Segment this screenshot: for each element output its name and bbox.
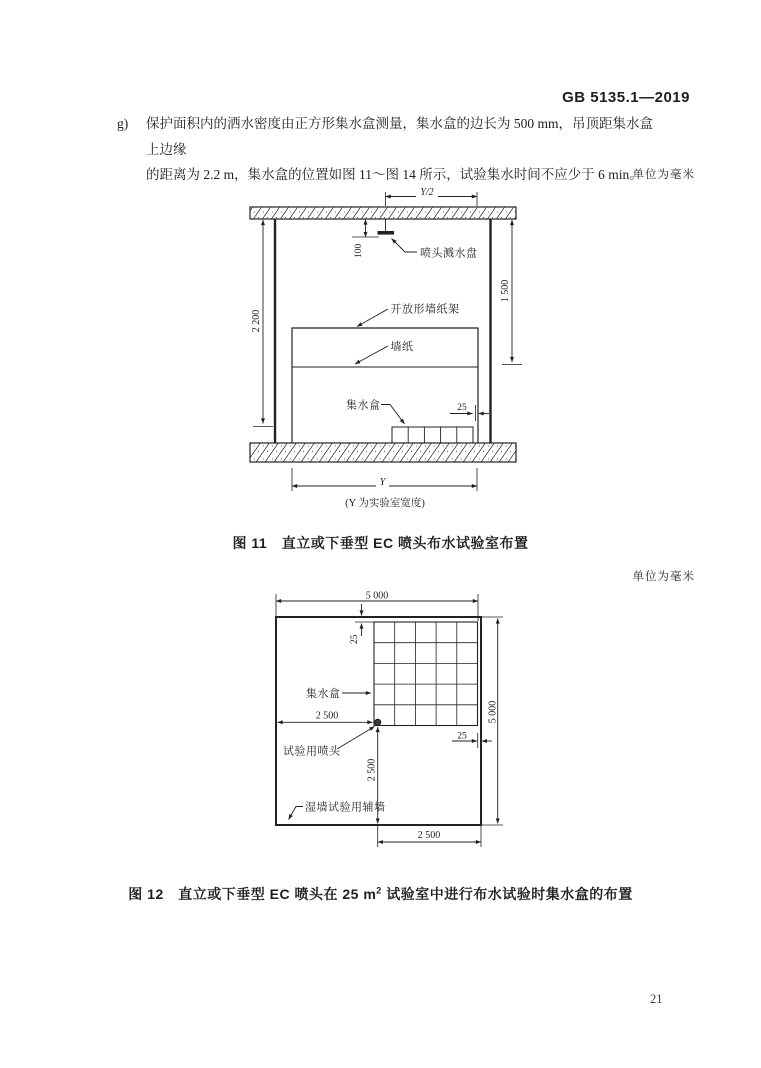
dim-label-y: Y — [379, 477, 386, 488]
standard-number: GB 5135.1—2019 — [562, 89, 690, 106]
list-marker-g: g) — [117, 116, 129, 131]
figure-12-drawing — [255, 585, 530, 860]
dim-label-y-half: Y/2 — [420, 187, 434, 198]
sprinkler-drop-and-deflector — [378, 219, 395, 235]
figure-12-caption-sup: 2 — [376, 885, 382, 896]
sprinkler-label-text: 试验用喷头 — [283, 745, 341, 758]
dim-label-1500: 1 500 — [500, 279, 511, 303]
collection-box-grid — [374, 622, 478, 726]
paragraph-g — [117, 111, 662, 188]
dimension-y — [292, 468, 477, 509]
figure-11-caption: 图 11 直立或下垂型 EC 喷头布水试验室布置 — [232, 535, 529, 551]
aux-wall-label — [289, 800, 386, 820]
unit-note-2: 单位为毫米 — [632, 571, 695, 583]
dim-label-2500-bottom: 2 500 — [417, 830, 441, 841]
collection-box-row — [392, 427, 473, 443]
dim-label-2500-left: 2 500 — [315, 710, 339, 722]
rack-label — [357, 302, 460, 327]
dim-label-100: 100 — [354, 243, 364, 258]
dimension-y-half — [386, 186, 478, 206]
floor-slab — [250, 443, 516, 462]
deflector-label — [392, 239, 478, 260]
sprinkler-label — [283, 727, 375, 758]
figure-12-caption — [0, 884, 761, 904]
dimension-5000-right — [482, 617, 503, 825]
aux-wall-label-text: 湿墙试验用辅墙 — [305, 801, 386, 814]
dimension-2500-bottom — [378, 826, 481, 847]
paragraph-line-2: 的距离为 2.2 m，集水盒的位置如图 11～图 14 所示，试验集水时间不应少于 6 min。 — [146, 167, 643, 182]
dimension-2500-left — [278, 711, 373, 723]
collection-box-label — [346, 398, 405, 425]
figure-12-caption-prefix: 图 12 直立或下垂型 EC 喷头在 25 m — [128, 886, 377, 902]
dimension-25 — [450, 403, 489, 421]
page-number: 21 — [650, 992, 663, 1006]
dimension-100 — [352, 220, 379, 259]
wallpaper-rack-outline — [292, 328, 478, 443]
figure-12-caption-suffix: 试验室中进行布水试验时集水盒的布置 — [381, 886, 633, 902]
dim-label-2200: 2 200 — [251, 309, 262, 333]
dimension-25-top — [350, 604, 374, 644]
y-note-text: (Y 为实验室宽度) — [345, 498, 425, 509]
figure-11-drawing — [240, 183, 530, 515]
deflector-label-text: 喷头溅水盘 — [420, 247, 478, 260]
sprinkler-symbol — [375, 719, 381, 725]
dim-label-5000-right: 5 000 — [487, 700, 499, 724]
dim-label-25-right: 25 — [457, 731, 467, 742]
dim-label-5000-top: 5 000 — [365, 590, 389, 602]
wallpaper-label-text: 墙纸 — [390, 341, 414, 353]
paragraph-line-1: 保护面积内的洒水密度由正方形集水盒测量，集水盒的边长为 500 mm，吊顶距集水盒上边缘 — [146, 116, 654, 157]
dimension-2200 — [251, 220, 273, 427]
wallpaper-label — [355, 339, 414, 364]
collection-box-label-12 — [306, 686, 371, 700]
dim-label-2500-mid: 2 500 — [366, 758, 378, 782]
dim-label-25: 25 — [457, 403, 467, 413]
collection-box-label-12-text: 集水盒 — [306, 688, 341, 700]
rack-label-text: 开放形墙纸架 — [390, 303, 460, 316]
dim-label-25-top: 25 — [350, 634, 360, 644]
collection-box-label-text: 集水盒 — [346, 399, 381, 412]
unit-note-1: 单位为毫米 — [632, 169, 695, 181]
dimension-25-right — [452, 732, 492, 749]
dimension-1500 — [500, 220, 522, 365]
ceiling-slab — [250, 207, 516, 219]
